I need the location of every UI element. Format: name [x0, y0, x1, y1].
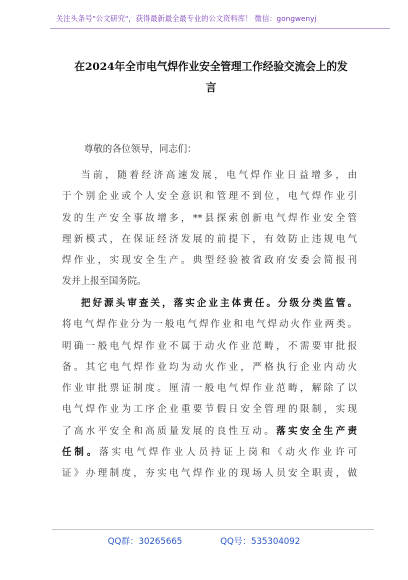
- paragraph-line-mixed: [62, 442, 357, 463]
- paragraph-line: 于个别企业或个人安全意识和管理不到位，电气焊作业引: [62, 191, 357, 203]
- paragraph-line: 当前，随着经济高速发展，电气焊作业日益增多，由: [81, 170, 357, 181]
- salutation: 尊敬的各位领导，同志们：: [84, 144, 197, 155]
- title-line-1: 在2024年全市电气焊作业安全管理工作经验交流会上的发: [74, 61, 348, 73]
- text-bold: 任制。: [62, 447, 100, 459]
- header-divider: [50, 28, 390, 29]
- paragraph-line: 将电气焊作业分为一般电气焊作业和电气焊动火作业两类。: [62, 319, 357, 331]
- footer-divider: [52, 529, 374, 530]
- text-normal: 了高水平安全和高质量发展的良性互动。: [62, 425, 277, 437]
- paragraph-line: 作业审批票证制度。厘清一般电气焊作业范畴，解除了以: [62, 383, 357, 395]
- footer-qq: QQ号：535304092: [220, 537, 301, 547]
- paragraph-line: 发的生产安全事故增多，**县探索创新电气焊作业安全管: [62, 212, 357, 224]
- document-title: [52, 57, 370, 99]
- paragraph-line: 备。其它电气焊作业均为动火作业，严格执行企业内动火: [62, 361, 357, 373]
- title-line-2: 言: [205, 82, 217, 94]
- paragraph-source-review: [62, 293, 357, 485]
- header-banner: 关注头条号"公文研究"，获得最新最全最专业的公文资料库！ 微信：gongwenyj: [56, 14, 317, 23]
- paragraph-line: 证》办理制度，夯实电气焊作业的现场人员安全职责，做: [62, 468, 357, 480]
- paragraph-heading: 把好源头审查关，落实企业主体责任。分级分类监管。: [81, 298, 357, 309]
- paragraph-line: 电气焊作业为工序企业重要节假日安全管理的限制，实现: [62, 404, 357, 416]
- footer: [0, 535, 408, 547]
- paragraph-line: 理新模式，在保证经济发展的前提下，有效防止违规电气: [62, 233, 357, 245]
- paragraph-line: 明确一般电气焊作业不属于动火作业范畴，不需要审批报: [62, 340, 357, 352]
- paragraph-intro: [62, 165, 357, 293]
- paragraph-line: 焊作业，实现安全生产。典型经验被省政府安委会简报刊: [62, 255, 357, 267]
- text-bold: 落实安全生产责: [276, 425, 357, 437]
- footer-qq-group: QQ群：30265665: [107, 537, 183, 547]
- text-normal: 落实电气焊作业人员持证上岗和《动火作业许可: [99, 447, 357, 459]
- paragraph-line: 发并上报至国务院。: [62, 276, 147, 288]
- paragraph-line-mixed: [62, 421, 357, 442]
